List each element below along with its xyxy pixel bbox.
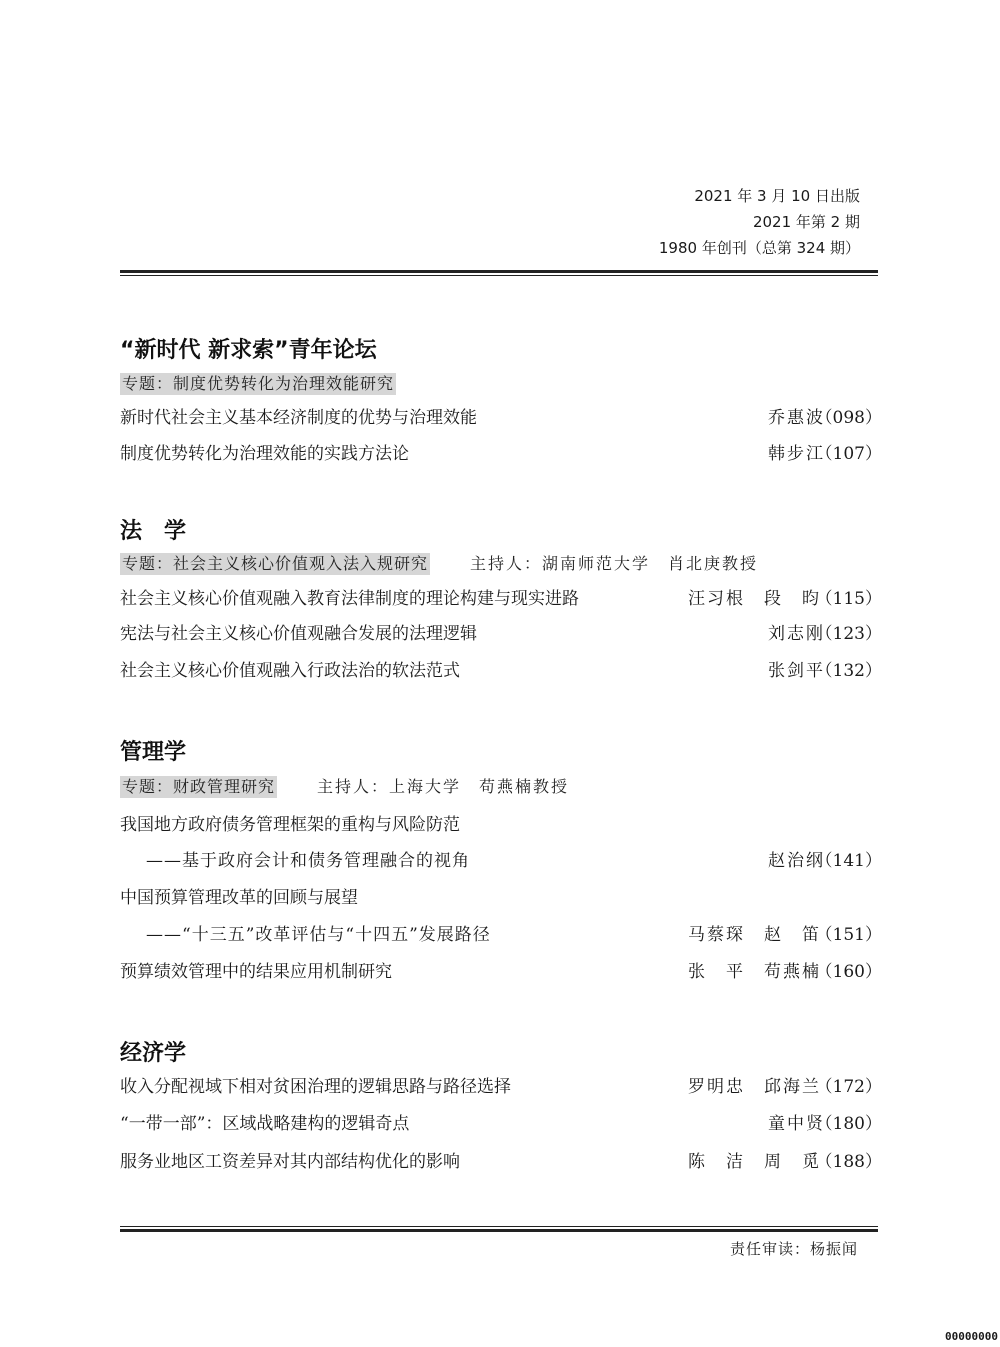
article-title: 我国地方政府债务管理框架的重构与风险防范 [120,815,460,835]
section-title: 管理学 [120,740,187,765]
section-title: “新时代 新求索”青年论坛 [120,338,377,363]
toc-entry[interactable] [120,621,882,647]
topic-row [120,776,569,798]
article-author: 童中贤 [768,1114,825,1134]
publish-date: 2021 年 3 月 10 日出版 [694,187,860,205]
article-author: 罗明忠 邱海兰 [688,1077,821,1097]
article-title: 中国预算管理改革的回顾与展望 [120,888,358,908]
article-author: 刘志刚 [768,624,825,644]
corner-code: 00000000 [945,1330,998,1343]
topic-label: 专题：社会主义核心价值观入法入规研究 [122,554,429,573]
article-title: 服务业地区工资差异对其内部结构优化的影响 [120,1152,460,1172]
editor-credit: 责任审读：杨振闻 [729,1240,858,1258]
founded-info: 1980 年创刊（总第 324 期） [658,239,860,257]
article-subtitle: ——基于政府会计和债务管理融合的视角 [146,851,470,871]
toc-entry[interactable] [120,441,882,467]
toc-entry[interactable] [120,658,882,684]
footer-rule [120,1226,878,1232]
article-author: 韩步江 [768,444,825,464]
article-author: 张 平 苟燕楠 [688,962,821,982]
toc-entry[interactable] [120,959,882,985]
section-title: 法 学 [120,519,187,544]
host-label: 主持人：湖南师范大学 肖北庚教授 [470,554,759,573]
toc-entry[interactable] [120,1149,882,1175]
toc-entry[interactable] [120,586,882,612]
page-number: （098） [815,408,882,428]
issue-number: 2021 年第 2 期 [752,213,860,231]
article-author: 赵治纲 [768,851,825,871]
article-author: 马蔡琛 赵 笛 [688,925,821,945]
article-title: 收入分配视域下相对贫困治理的逻辑思路与路径选择 [120,1077,511,1097]
article-title: 制度优势转化为治理效能的实践方法论 [120,444,409,464]
page-number: （123） [815,624,882,644]
topic-row [120,373,396,395]
article-title: 社会主义核心价值观融入行政法治的软法范式 [120,661,460,681]
page-number: （151） [815,925,882,945]
header-rule [120,270,878,276]
host-label: 主持人：上海大学 苟燕楠教授 [317,777,570,796]
toc-entry[interactable] [120,405,882,431]
toc-entry[interactable] [120,812,882,838]
article-author: 陈 洁 周 觅 [688,1152,821,1172]
article-title: “一带一部”：区域战略建构的逻辑奇点 [120,1114,410,1134]
topic-label: 专题：财政管理研究 [122,777,276,796]
publication-info [659,183,860,261]
article-title: 社会主义核心价值观融入教育法律制度的理论构建与现实进路 [120,589,579,609]
toc-entry[interactable] [120,922,882,948]
article-author: 汪习根 段 昀 [688,589,821,609]
article-author: 张剑平 [768,661,825,681]
toc-entry[interactable] [120,848,882,874]
section-title: 经济学 [120,1041,187,1066]
page-number: （107） [815,444,882,464]
page-number: （132） [815,661,882,681]
article-subtitle: ——“十三五”改革评估与“十四五”发展路径 [146,925,491,945]
topic-row [120,553,758,575]
topic-label: 专题：制度优势转化为治理效能研究 [122,374,395,393]
toc-entry[interactable] [120,1074,882,1100]
article-author: 乔惠波 [768,408,825,428]
page-number: （180） [815,1114,882,1134]
article-title: 新时代社会主义基本经济制度的优势与治理效能 [120,408,477,428]
page-number: （115） [815,589,882,609]
toc-entry[interactable] [120,1111,882,1137]
article-title: 预算绩效管理中的结果应用机制研究 [120,962,392,982]
article-title: 宪法与社会主义核心价值观融合发展的法理逻辑 [120,624,477,644]
page-number: （172） [815,1077,882,1097]
toc-entry[interactable] [120,885,882,911]
page-number: （188） [815,1152,882,1172]
page-number: （160） [815,962,882,982]
page-number: （141） [815,851,882,871]
